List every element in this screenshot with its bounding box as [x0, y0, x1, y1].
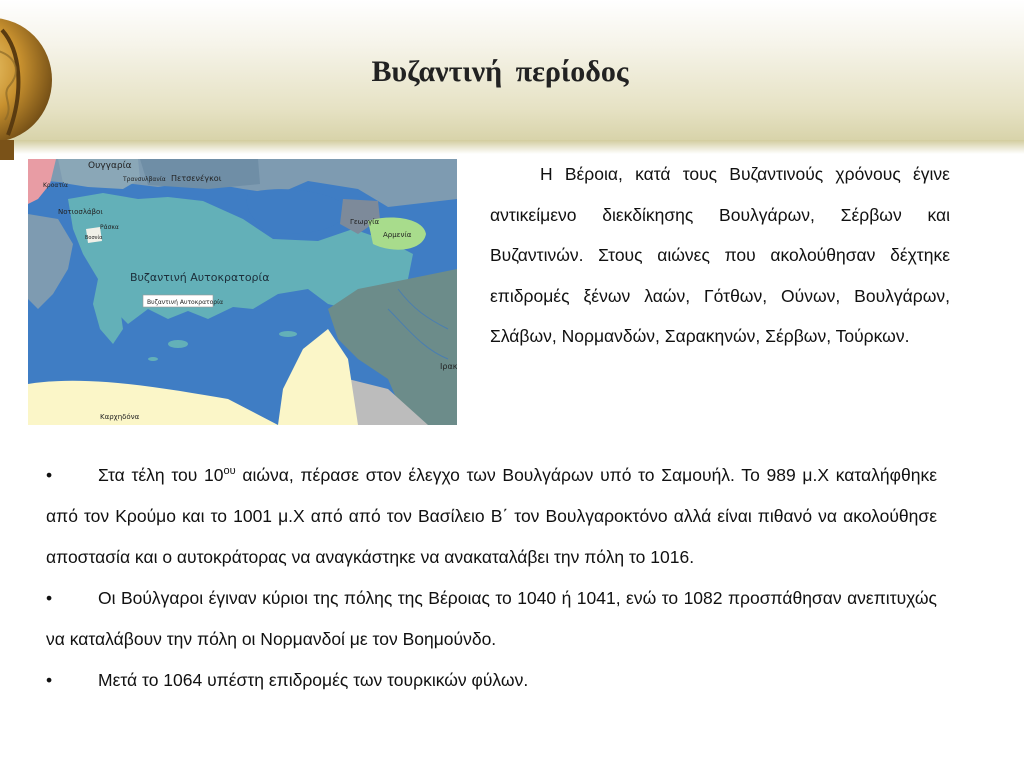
map-label-croatia: Κροατία [43, 182, 68, 189]
map-label-serbia: Νοτιοσλάβοι [58, 208, 103, 216]
map-label-carthage: Καρχηδόνα [100, 413, 140, 421]
map-label-iraq: Ιρακ [440, 362, 457, 371]
bullet-text: αιώνα, πέρασε στον έλεγχο των Βουλγάρων υπό το Σαμουήλ. Το 989 μ.Χ καταλήφθηκε από τον Κρούμο και το 1001 μ.Χ από από τον Βασίλειο Β΄ τον Βουλγαροκτόνο αλλά είναι πιθανό να ακολούθησε αποστασία και ο αυτοκράτορας να αναγκάστηκε να ανακαταλάβει την πόλη το 1016. [46, 465, 938, 567]
ordinal-superscript: ου [223, 465, 236, 478]
bullet-marker: • [46, 465, 53, 485]
bullet-marker: • [46, 588, 53, 608]
map-label-armenia: Αρμενία [383, 231, 412, 239]
bullet-item [46, 578, 937, 660]
bullet-item [46, 455, 937, 578]
intro-paragraph: Η Βέροια, κατά τους Βυζαντινούς χρόνους έγινε αντικείμενο διεκδίκησης Βουλγάρων, Σέρβων και Βυζαντινών. Στους αιώνες που ακολούθησαν δέχτηκε επιδρομές ξένων λαών, Γότθων, Ούνων, Βουλγάρων, Σλάβων, Νορμανδών, Σαρακηνών, Σέρβων, Τούρκων. [490, 164, 950, 347]
map-label-georgia: Γεωργία [350, 218, 380, 226]
map-tooltip-label: Βυζαντινή Αυτοκρατορία [147, 299, 224, 306]
bullet-marker: • [46, 670, 53, 690]
bullet-text: Μετά το 1064 υπέστη επιδρομές των τουρκικών φύλων. [98, 670, 529, 690]
map-label-empire: Βυζαντινή Αυτοκρατορία [130, 271, 270, 284]
map-label-hungary: Ουγγαρία [88, 161, 132, 171]
map-label-pechenegs: Πετσενέγκοι [171, 174, 222, 183]
bullet-item [46, 660, 937, 701]
slide-title: Βυζαντινή περίοδος [371, 55, 629, 88]
bullet-text: Στα τέλη του 10 [98, 465, 224, 485]
byzantine-empire-map [28, 159, 457, 425]
header-divider [0, 140, 1024, 154]
bullet-text: Οι Βούλγαροι έγιναν κύριοι της πόλης της Βέροιας το 1040 ή 1041, ενώ το 1082 προσπάθησαν ανεπιτυχώς να καταλάβουν την πόλη οι Νορμανδοί με τον Βοημούνδο. [46, 588, 937, 649]
map-label-bosnia: Βοσνία [85, 235, 103, 241]
map-label-rascia: Ράσκα [100, 224, 119, 231]
map-label-transylvania: Τρανσυλβανία [123, 176, 166, 183]
bullet-list [46, 455, 937, 701]
